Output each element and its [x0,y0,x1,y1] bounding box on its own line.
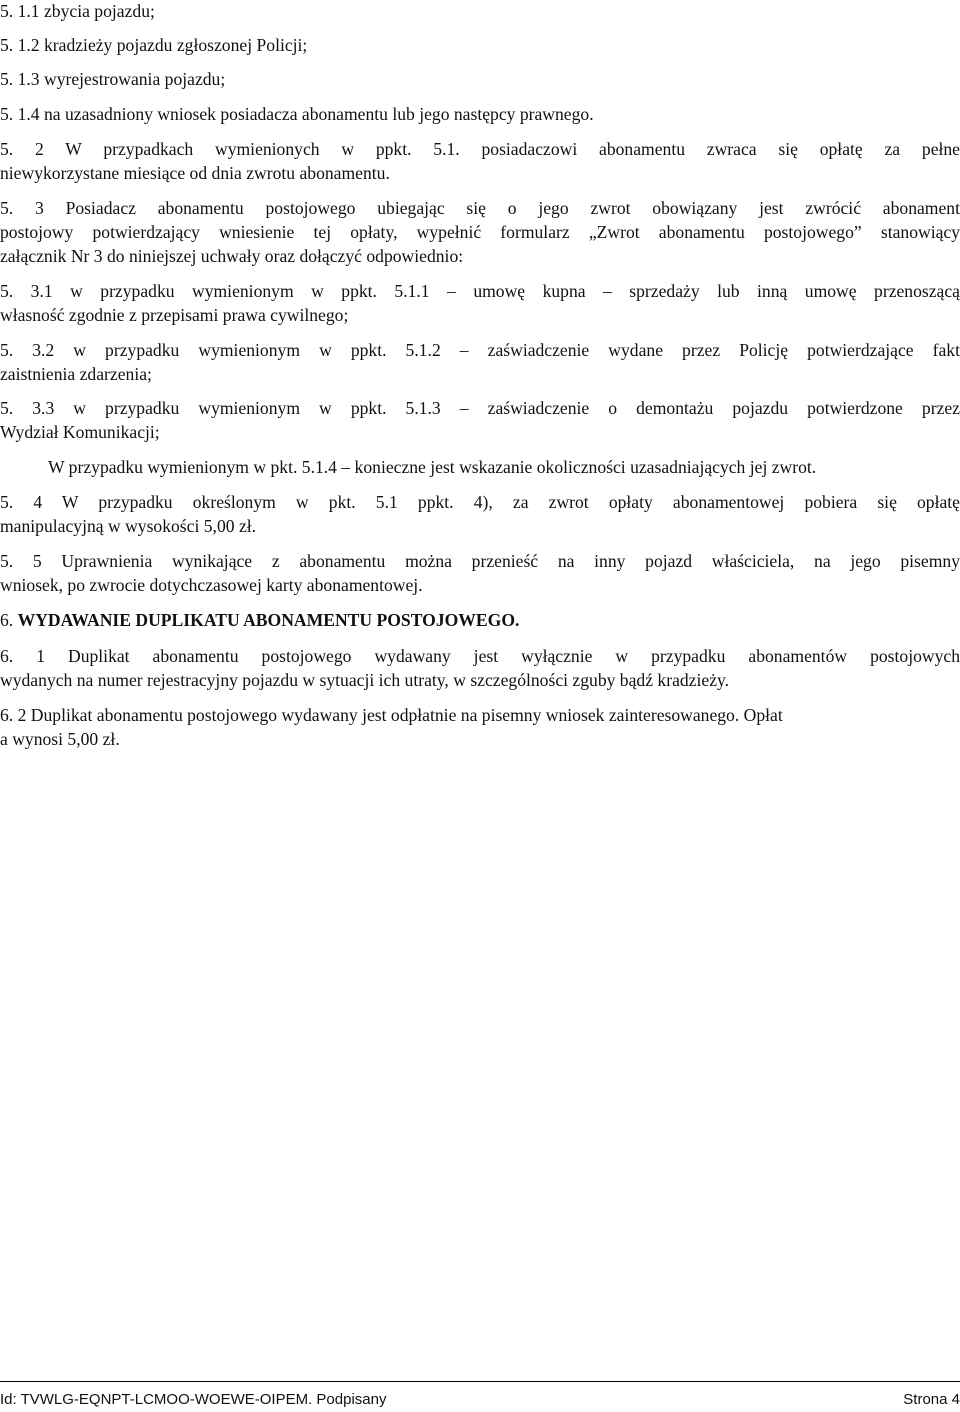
para-6-2-line1: 6. 2 Duplikat abonamentu postojowego wydawany jest odpłatnie na pisemny wniosek zainteresowanego. Opłat [0,705,783,725]
footer-page-number: Strona 4 [903,1391,960,1408]
para-5-3-line2: postojowy potwierdzający wniesienie tej opłaty, wypełnić formularz „Zwrot abonamentu postojowego” stanowiący [0,222,960,242]
para-6-1-line1: 6. 1 Duplikat abonamentu postojowego wydawany jest wyłącznie w przypadku abonamentów postojowych [0,646,960,666]
item-5-3-2-line2: zaistnienia zdarzenia; [0,364,152,384]
item-5-3-3-line1: 5. 3.3 w przypadku wymienionym w ppkt. 5.1.3 – zaświadczenie o demontażu pojazdu potwierdzone przez [0,398,960,418]
item-5-1-1: 5. 1.1 zbycia pojazdu; [0,1,155,21]
para-5-2-line1: 5. 2 W przypadkach wymienionych w ppkt. 5.1. posiadaczowi abonamentu zwraca się opłatę za pełne [0,139,960,159]
para-6-1-line2: wydanych na numer rejestracyjny pojazdu w sytuacji ich utraty, w szczególności zguby bądź kradzieży. [0,670,730,690]
para-5-1-4-note: W przypadku wymienionym w pkt. 5.1.4 – konieczne jest wskazanie okoliczności uzasadniających jej zwrot. [48,457,817,477]
item-5-1-3: 5. 1.3 wyrejestrowania pojazdu; [0,69,226,89]
para-5-5-line2: wniosek, po zwrocie dotychczasowej karty abonamentowej. [0,575,423,595]
para-5-4-line2: manipulacyjną w wysokości 5,00 zł. [0,516,257,536]
section-6-heading [0,609,519,633]
para-5-4-line1: 5. 4 W przypadku określonym w pkt. 5.1 ppkt. 4), za zwrot opłaty abonamentowej pobiera się opłatę [0,492,960,512]
para-5-3-line3: załącznik Nr 3 do niniejszej uchwały oraz dołączyć odpowiednio: [0,246,464,266]
para-5-3-line1: 5. 3 Posiadacz abonamentu postojowego ubiegając się o jego zwrot obowiązany jest zwrócić abonament [0,198,960,218]
item-5-1-2: 5. 1.2 kradzieży pojazdu zgłoszonej Policji; [0,35,308,55]
item-5-3-1-line2: własność zgodnie z przepisami prawa cywilnego; [0,305,349,325]
para-6-2-line2: a wynosi 5,00 zł. [0,729,120,749]
footer-document-id: Id: TVWLG-EQNPT-LCMOO-WOEWE-OIPEM. Podpisany [0,1391,387,1408]
para-5-2-line2: niewykorzystane miesiące od dnia zwrotu abonamentu. [0,163,390,183]
item-5-3-2-line1: 5. 3.2 w przypadku wymienionym w ppkt. 5.1.2 – zaświadczenie wydane przez Policję potwierdzające fakt [0,340,960,360]
section-6-number: 6. [0,610,18,630]
para-5-5-line1: 5. 5 Uprawnienia wynikające z abonamentu można przenieść na inny pojazd właściciela, na jego pisemny [0,551,960,571]
item-5-3-1-line1: 5. 3.1 w przypadku wymienionym w ppkt. 5.1.1 – umowę kupna – sprzedaży lub inną umowę przenoszącą [0,281,960,301]
item-5-1-4: 5. 1.4 na uzasadniony wniosek posiadacza abonamentu lub jego następcy prawnego. [0,104,594,124]
footer-divider [0,1381,960,1382]
section-6-title: WYDAWANIE DUPLIKATU ABONAMENTU POSTOJOWEGO. [17,610,520,630]
item-5-3-3-line2: Wydział Komunikacji; [0,422,160,442]
